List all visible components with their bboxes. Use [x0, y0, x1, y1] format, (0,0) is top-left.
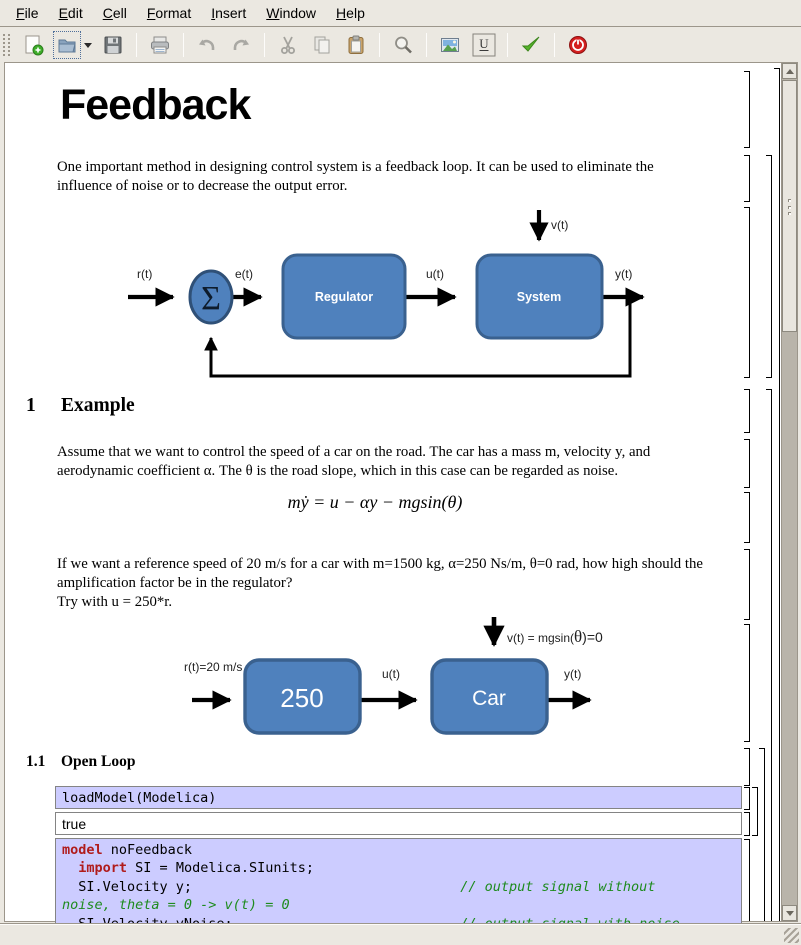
- underline-icon: [472, 33, 496, 57]
- underline-button[interactable]: [470, 31, 498, 59]
- copy-button[interactable]: [308, 31, 336, 59]
- scroll-up-button[interactable]: [782, 63, 797, 79]
- toolbar-separator: [264, 33, 265, 57]
- cell-bracket-model-code[interactable]: [744, 839, 750, 921]
- regulator-label: Regulator: [314, 290, 374, 304]
- new-document-button[interactable]: [19, 31, 47, 59]
- search-button[interactable]: [389, 31, 417, 59]
- r-label: r(t)=20 m/s: [184, 660, 243, 674]
- group-bracket-intro[interactable]: [766, 155, 772, 378]
- scrollbar-thumb[interactable]: [782, 80, 797, 332]
- group-bracket-root[interactable]: [774, 68, 780, 921]
- menu-edit[interactable]: Edit: [58, 5, 83, 21]
- notebook-canvas: [4, 62, 798, 922]
- cell-bracket-diagram1[interactable]: [744, 207, 750, 378]
- insert-image-button[interactable]: [436, 31, 464, 59]
- scroll-down-button[interactable]: [782, 905, 797, 921]
- menu-window[interactable]: Window: [266, 5, 317, 21]
- section11-number: 1.1: [26, 753, 46, 770]
- print-icon: [149, 34, 171, 56]
- output-cell[interactable]: true: [55, 812, 742, 835]
- open-dropdown-caret[interactable]: [84, 43, 92, 48]
- menubar: [0, 0, 801, 27]
- cell-bracket-title[interactable]: [744, 71, 750, 148]
- menu-cell[interactable]: Cell: [102, 5, 127, 21]
- document-title-cell[interactable]: Feedback: [60, 81, 251, 129]
- intro-text-cell[interactable]: One important method in designing control system is a feedback loop. It can be used to eliminate the influence of noise or to decrease the output error.: [57, 159, 654, 194]
- menu-file[interactable]: File: [16, 5, 39, 21]
- paste-clipboard-icon: [345, 34, 367, 56]
- system-label: System: [516, 290, 562, 304]
- gain-label: 250: [280, 683, 324, 713]
- check-icon: [519, 33, 543, 57]
- v-label: v(t): [551, 218, 569, 232]
- toolbar: [0, 28, 801, 62]
- search-icon: [392, 34, 414, 56]
- menu-format[interactable]: Format: [146, 5, 192, 21]
- y-label: y(t): [564, 667, 582, 681]
- statusbar: [0, 923, 801, 945]
- toolbar-separator: [379, 33, 380, 57]
- car-diagram-cell[interactable]: [160, 612, 620, 747]
- redo-icon: [230, 34, 252, 56]
- resize-grip[interactable]: [784, 928, 799, 943]
- shutdown-button[interactable]: [564, 31, 592, 59]
- cell-bracket-assume-text[interactable]: [744, 439, 750, 488]
- cell-bracket-loadmodel[interactable]: [744, 787, 750, 810]
- question-text-cell[interactable]: If we want a reference speed of 20 m/s for a car with m=1500 kg, α=250 Ns/m, θ=0 rad, how high should the amplification factor be in the regulator?: [57, 556, 703, 591]
- v-label: v(t) = mgsin(θ)=0: [507, 627, 603, 646]
- scrollbar-grip: [788, 199, 792, 215]
- cut-button[interactable]: [274, 31, 302, 59]
- feedback-block-diagram: [115, 198, 665, 383]
- scroll-up-icon: [786, 69, 794, 74]
- try-text-line[interactable]: Try with u = 250*r.: [57, 594, 173, 610]
- insert-image-icon: [439, 34, 461, 56]
- u-label: u(t): [426, 267, 444, 281]
- u-label: u(t): [382, 667, 400, 681]
- svg-text:U: U: [479, 36, 489, 51]
- section1-number: 1: [26, 395, 36, 416]
- section11-heading-cell[interactable]: Open Loop: [61, 753, 136, 770]
- evaluate-button[interactable]: [517, 31, 545, 59]
- copy-icon: [311, 34, 333, 56]
- group-bracket-input-output[interactable]: [752, 787, 758, 836]
- scroll-down-icon: [786, 911, 794, 916]
- print-button[interactable]: [146, 31, 174, 59]
- group-bracket-example[interactable]: [766, 389, 772, 921]
- y-label: y(t): [615, 267, 633, 281]
- new-document-icon: [22, 34, 44, 56]
- section1-heading-cell[interactable]: Example: [61, 395, 135, 416]
- power-icon: [567, 34, 589, 56]
- code-cells-container: [55, 786, 742, 937]
- car-label: Car: [472, 687, 506, 710]
- cell-bracket-formula[interactable]: [744, 492, 750, 543]
- undo-button[interactable]: [193, 31, 221, 59]
- cell-bracket-diagram2[interactable]: [744, 624, 750, 742]
- redo-button[interactable]: [227, 31, 255, 59]
- save-button[interactable]: [99, 31, 127, 59]
- modelica-input-cell[interactable]: loadModel(Modelica): [55, 786, 742, 809]
- toolbar-separator: [136, 33, 137, 57]
- paste-button[interactable]: [342, 31, 370, 59]
- open-button[interactable]: [53, 31, 81, 59]
- open-loop-block-diagram: [160, 612, 620, 747]
- toolbar-separator: [426, 33, 427, 57]
- sum-symbol: Σ: [201, 280, 221, 317]
- assume-text-cell[interactable]: Assume that we want to control the speed of a car on the road. The car has a mass m, velocity y, and aerodynamic coefficient α. The θ is the road slope, which in this case can be regarded as noise.: [57, 444, 651, 479]
- r-label: r(t): [137, 267, 153, 281]
- modelica-input-cell[interactable]: model noFeedback import SI = Modelica.SIunits; SI.Velocity y; // output signal without noise, theta = 0 -> v(t) = 0: [55, 838, 742, 934]
- open-folder-icon: [56, 34, 78, 56]
- toolbar-separator: [507, 33, 508, 57]
- cell-bracket-openloop-heading[interactable]: [744, 748, 750, 786]
- cell-bracket-example-heading[interactable]: [744, 389, 750, 433]
- cell-bracket-intro-text[interactable]: [744, 155, 750, 202]
- toolbar-drag-handle[interactable]: [3, 34, 10, 56]
- cell-bracket-true-output[interactable]: [744, 812, 750, 836]
- toolbar-separator: [183, 33, 184, 57]
- toolbar-separator: [554, 33, 555, 57]
- undo-icon: [196, 34, 218, 56]
- cell-bracket-question-text[interactable]: [744, 549, 750, 620]
- vertical-scrollbar[interactable]: [781, 63, 797, 921]
- notebook-page: [5, 63, 781, 923]
- e-label: e(t): [235, 267, 253, 281]
- cut-scissors-icon: [277, 34, 299, 56]
- save-floppy-icon: [102, 34, 124, 56]
- feedback-diagram-cell[interactable]: [115, 198, 665, 383]
- formula-cell[interactable]: mẏ = u − αy − mgsin(θ): [287, 492, 463, 512]
- group-bracket-openloop[interactable]: [759, 748, 765, 921]
- menu-help[interactable]: Help: [336, 5, 365, 21]
- menu-insert[interactable]: Insert: [211, 5, 247, 21]
